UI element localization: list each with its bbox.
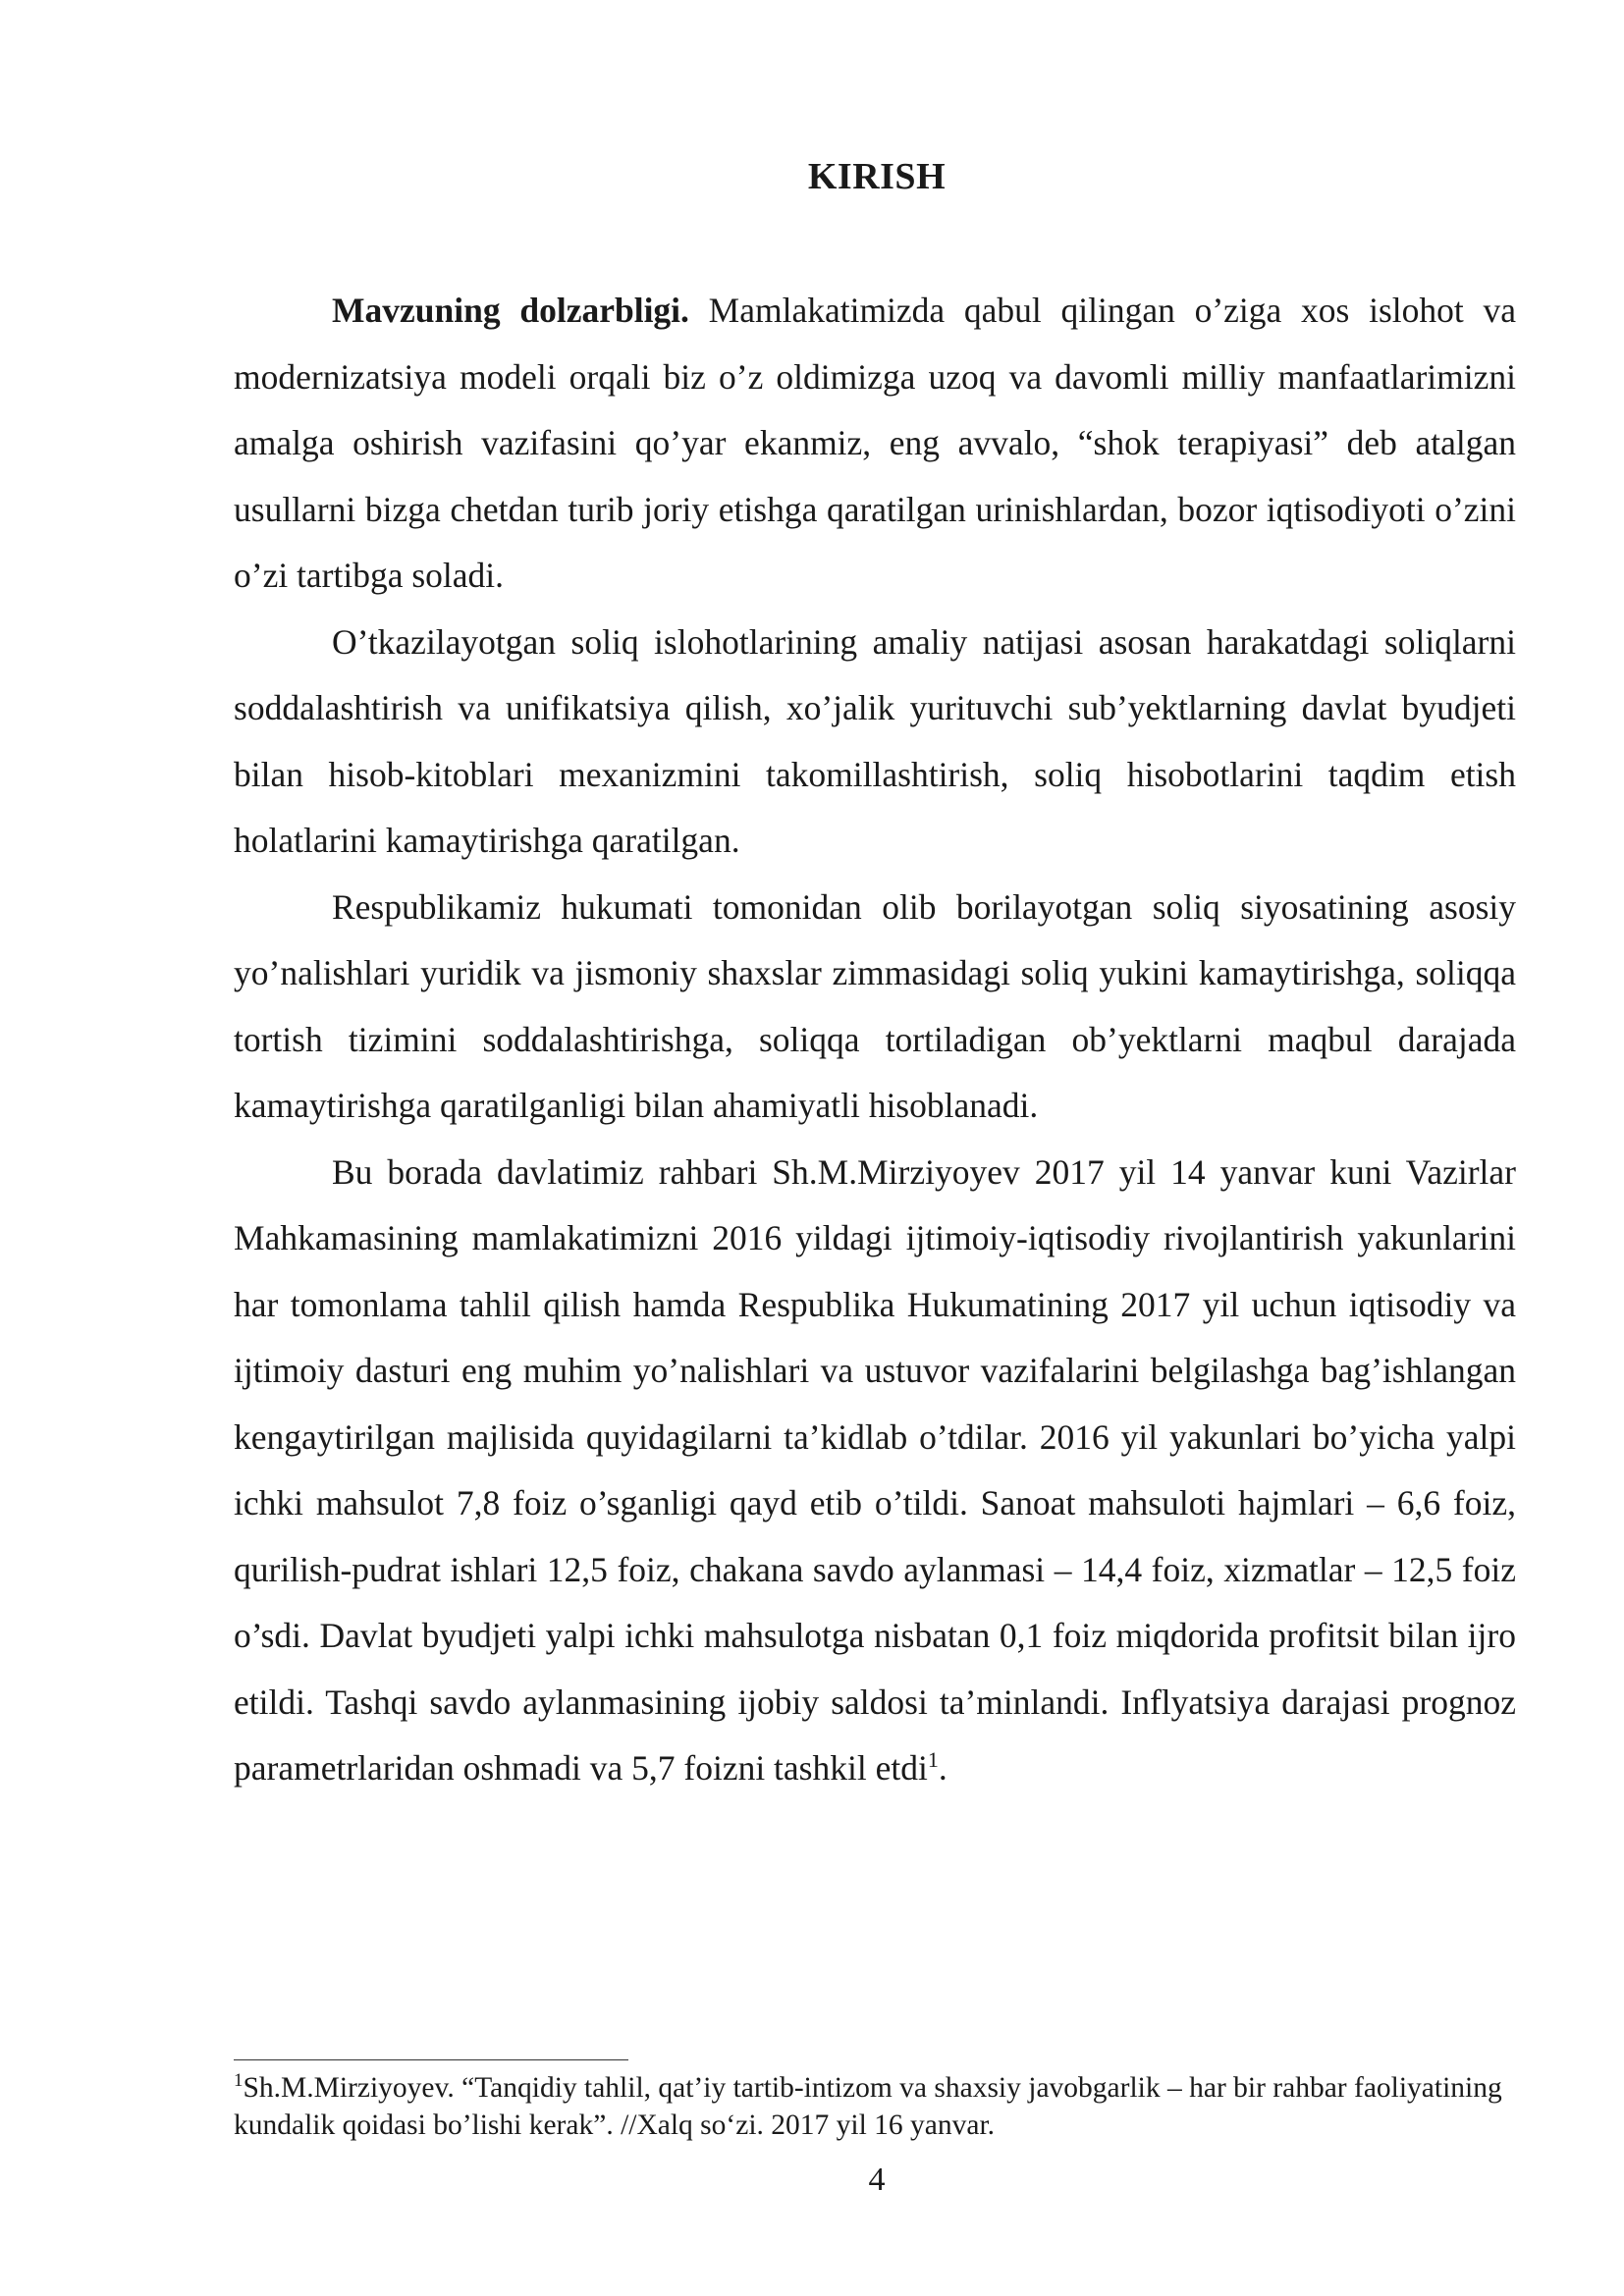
page-number: 4 [868,2162,886,2198]
paragraph-tax-policy [234,875,1516,1140]
paragraph-results-2016 [234,1140,1516,1802]
footnote-divider [234,2059,628,2060]
paragraph-lead: Mavzuning dolzarbligi. [332,291,689,330]
paragraph-text: Mamlakatimizda qabul qilingan o’ziga xos islohot va modernizatsiya modeli orqali biz o’z oldimizga uzoq va davomli milliy manfaatlarimizni amalga oshirish vazifasini qo’yar ekanmiz, eng avvalo, “shok terapiyasi” deb atalgan usullarni bizga chetdan turib joriy etishga qaratilgan urinishlardan, bozor iqtisodiyoti o’zini o’zi tartibga soladi. [234,291,1516,595]
paragraph-tail: . [938,1748,947,1788]
footnote-reference[interactable]: 1 [927,1747,939,1773]
page-title: KIRISH [807,156,947,197]
paragraph-tax-reforms [234,610,1516,875]
paragraph-text: Bu borada davlatimiz rahbari Sh.M.Mirziyoyev 2017 yil 14 yanvar kuni Vazirlar Mahkamasining mamlakatimizni 2016 yildagi ijtimoiy-iqtisodiy rivojlantirish yakunlarini har tomonlama tahlil qilish hamda Respublika Hukumatining 2017 yil uchun iqtisodiy va ijtimoiy dasturi eng muhim yo’nalishlari va ustuvor vazifalarini belgilashga bag’ishlangan kengaytirilgan majlisida quyidagilarni ta’kidlab o’tdilar. 2016 yil yakunlari bo’yicha yalpi ichki mahsulot 7,8 foiz o’sganligi qayd etib o’tildi. Sanoat mahsuloti hajmlari – 6,6 foiz, qurilish-pudrat ishlari 12,5 foiz, chakana savdo aylanmasi – 14,4 foiz, xizmatlar – 12,5 foiz o’sdi. Davlat byudjeti yalpi ichki mahsulotga nisbatan 0,1 foiz miqdorida profitsit bilan ijro etildi. Tashqi savdo aylanmasining ijobiy saldosi ta’minlandi. Inflyatsiya darajasi prognoz parametrlaridan oshmadi va 5,7 foizni tashkil etdi [234,1151,1516,1788]
paragraph-text: Respublikamiz hukumati tomonidan olib borilayotgan soliq siyosatining asosiy yo’nalishlari yuridik va jismoniy shaxslar zimmasidagi soliq yukini kamaytirishga, soliqqa tortish tizimini soddalashtirishga, soliqqa tortiladigan ob’yektlarni maqbul darajada kamaytirishga qaratilganligi bilan ahamiyatli hisoblanadi. [234,886,1516,1125]
footnote-text: Sh.M.Mirziyoyev. “Tanqidiy tahlil, qat’iy tartib-intizom va shaxsiy javobgarlik – har bir rahbar faoliyatining kundalik qoidasi bo’lishi kerak”. //Xalq so‘zi. 2017 yil 16 yanvar. [234,2072,1502,2141]
body-text [234,278,1516,1802]
footnote-marker: 1 [234,2070,244,2092]
paragraph-relevance [234,278,1516,610]
paragraph-text: O’tkazilayotgan soliq islohotlarining amaliy natijasi asosan harakatdagi soliqlarni soddalashtirish va unifikatsiya qilish, xo’jalik yurituvchi sub’yektlarning davlat byudjeti bilan hisob-kitoblari mexanizmini takomillashtirish, soliq hisobotlarini taqdim etish holatlarini kamaytirishga qaratilgan. [234,621,1516,860]
footnote [234,2069,1520,2144]
